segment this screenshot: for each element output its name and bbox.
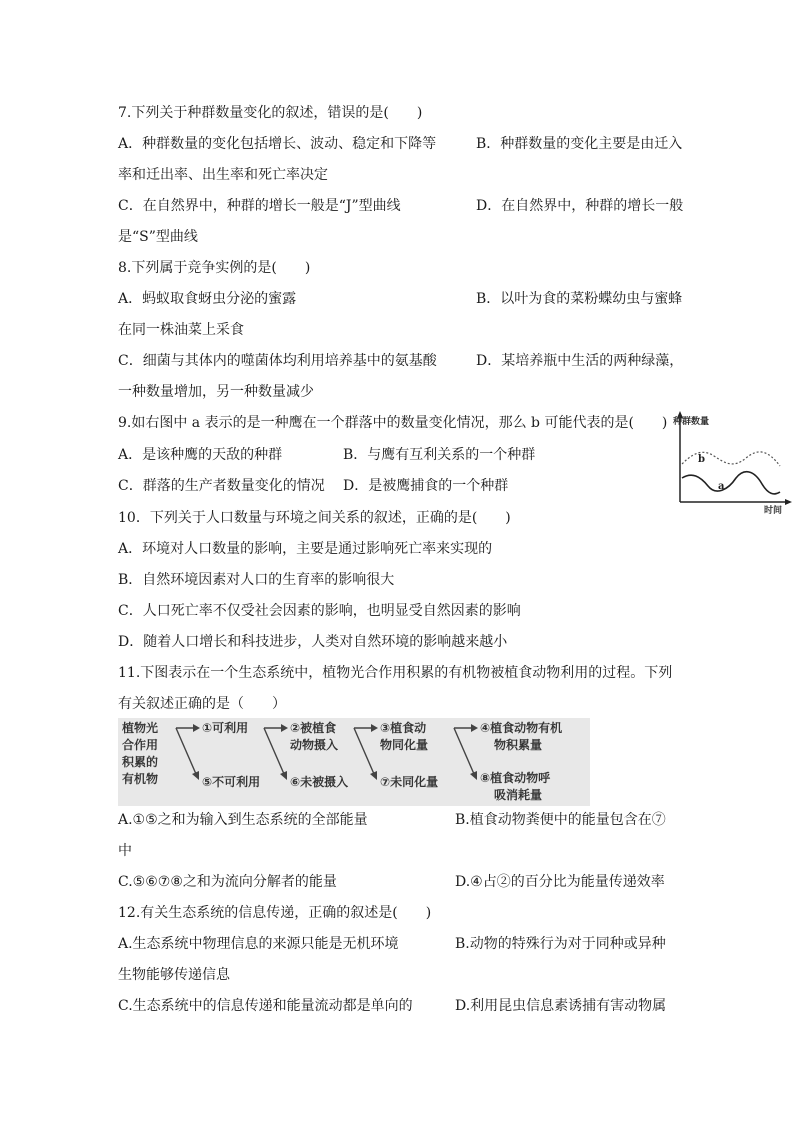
- q7-option-b: B．种群数量的变化主要是由迁入: [476, 136, 683, 152]
- curve-b-label: b: [698, 454, 705, 465]
- curve-b: [682, 452, 780, 466]
- q7-option-b-cont: 率和迁出率、出生率和死亡率决定: [118, 167, 328, 183]
- q7-option-d-cont: 是“S”型曲线: [118, 229, 198, 245]
- q8-option-b: B．以叶为食的菜粉蝶幼虫与蜜蜂: [476, 291, 683, 307]
- q7-option-c: C．在自然界中，种群的增长一般是“J”型曲线: [118, 198, 401, 214]
- q8-stem: 8.下列属于竞争实例的是( ): [118, 260, 311, 276]
- q10-option-a: A．环境对人口数量的影响，主要是通过影响死亡率来实现的: [118, 541, 493, 557]
- q9-option-a: A．是该种鹰的天敌的种群: [118, 447, 283, 463]
- q12-option-b: B.动物的特殊行为对于同种或异种: [455, 936, 666, 952]
- flow-source-line3: 积累的: [122, 755, 159, 769]
- q7-option-d: D．在自然界中，种群的增长一般: [476, 198, 684, 214]
- q9-option-d: D．是被鹰捕食的一个种群: [343, 478, 509, 494]
- graph-x-arrow: [785, 499, 792, 505]
- flow-node-2-line2: 动物摄入: [290, 738, 339, 752]
- q12-option-a: A.生态系统中物理信息的来源只能是无机环境: [118, 936, 399, 952]
- q9-stem: 9.如右图中 a 表示的是一种鹰在一个群落中的数量变化情况，那么 b 可能代表的是( ): [118, 415, 668, 431]
- energy-flow-diagram: [118, 718, 590, 806]
- graph-x-label: 时间: [764, 506, 783, 514]
- q9-option-b: B．与鹰有互利关系的一个种群: [343, 447, 536, 463]
- flow-source-line4: 有机物: [122, 772, 159, 786]
- flow-node-3-line2: 物同化量: [380, 738, 429, 752]
- q12-option-d: D.利用昆虫信息素诱捕有害动物属: [455, 998, 667, 1014]
- q10-option-d: D．随着人口增长和科技进步，人类对自然环境的影响越来越小: [118, 634, 508, 650]
- q10-option-c: C．人口死亡率不仅受社会因素的影响，也明显受自然因素的影响: [118, 603, 521, 619]
- q11-option-d: D.④占②的百分比为能量传递效率: [455, 874, 665, 890]
- q12-option-b-cont: 生物能够传递信息: [118, 967, 230, 983]
- flow-node-3-line1: ③植食动: [380, 721, 427, 735]
- q11-option-b: B.植食动物粪便中的能量包含在⑦: [455, 812, 666, 828]
- flow-node-4-line2: 物积累量: [494, 738, 543, 752]
- q8-option-d: D．某培养瓶中生活的两种绿藻，: [476, 353, 684, 369]
- q8-option-c: C．细菌与其体内的噬菌体均利用培养基中的氨基酸: [118, 353, 437, 369]
- flow-node-8-line2: 吸消耗量: [494, 788, 543, 802]
- q11-stem-cont: 有关叙述正确的是（ ）: [118, 696, 286, 712]
- population-graph: [672, 410, 794, 514]
- q8-option-a: A．蚂蚁取食蚜虫分泌的蜜露: [118, 291, 297, 307]
- q7-option-a: A．种群数量的变化包括增长、波动、稳定和下降等: [118, 136, 437, 152]
- flow-node-1: ①可利用: [202, 721, 249, 735]
- q12-option-c: C.生态系统中的信息传递和能量流动都是单向的: [118, 998, 413, 1014]
- q11-option-a: A.①⑤之和为输入到生态系统的全部能量: [118, 812, 368, 828]
- q10-stem: 10．下列关于人口数量与环境之间关系的叙述，正确的是( ): [118, 510, 511, 526]
- flow-node-2-line1: ②被植食: [290, 721, 337, 735]
- graph-y-label: 种群数量: [673, 417, 710, 427]
- q12-stem: 12.有关生态系统的信息传递，正确的叙述是( ): [118, 905, 432, 921]
- flow-node-8-line1: ⑧植食动物呼: [480, 771, 551, 785]
- curve-a-label: a: [718, 481, 725, 492]
- flow-node-7: ⑦未同化量: [380, 775, 439, 789]
- q11-stem: 11.下图表示在一个生态系统中，植物光合作用积累的有机物被植食动物利用的过程。下列: [118, 665, 673, 681]
- flow-source-line2: 合作用: [122, 738, 159, 752]
- q7-stem: 7.下列关于种群数量变化的叙述，错误的是( ): [118, 105, 423, 121]
- q9-option-c: C．群落的生产者数量变化的情况: [118, 478, 325, 494]
- q8-option-d-cont: 一种数量增加，另一种数量减少: [118, 384, 314, 400]
- q8-option-b-cont: 在同一株油菜上采食: [118, 322, 244, 338]
- q11-option-b-cont: 中: [118, 843, 132, 859]
- flow-source-line1: 植物光: [122, 721, 159, 735]
- q11-option-c: C.⑤⑥⑦⑧之和为流向分解者的能量: [118, 874, 337, 890]
- q10-option-b: B．自然环境因素对人口的生育率的影响很大: [118, 572, 395, 588]
- flow-node-6: ⑥未被摄入: [290, 775, 349, 789]
- flow-node-5: ⑤不可利用: [202, 775, 261, 789]
- flow-node-4-line1: ④植食动物有机: [480, 721, 563, 735]
- curve-a: [682, 472, 780, 494]
